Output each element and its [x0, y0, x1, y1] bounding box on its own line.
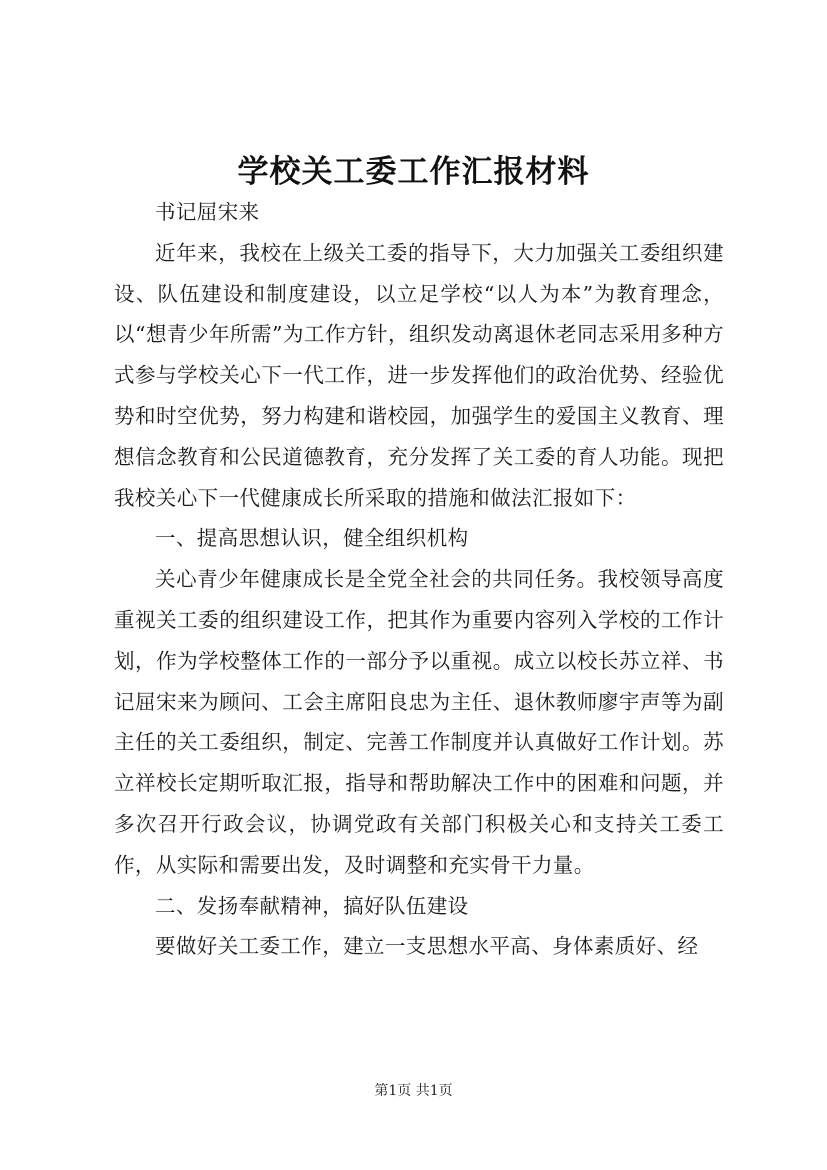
section-heading-2: 二、发扬奉献精神，搞好队伍建设: [155, 893, 469, 918]
paragraph-intro: 近年来，我校在上级关工委的指导下，大力加强关工委组织建设、队伍建设和制度建设，以立足学校“以人为本”为教育理念，以“想青少年所需”为工作方针，组织发动离退休老同志采用多种方式参与学校关心下一代工作，进一步发挥他们的政治优势、经验优势和时空优势，努力构建和谐校园，加强学生的爱国主义教育、理想信念教育和公民道德教育，充分发挥了关工委的育人功能。现把我校关心下一代健康成长所采取的措施和做法汇报如下：: [114, 240, 724, 510]
paragraph-section-2: 要做好关工委工作，建立一支思想水平高、身体素质好、经: [155, 934, 699, 959]
paragraph-section-1: 关心青少年健康成长是全党全社会的共同任务。我校领导高度重视关工委的组织建设工作，把其作为重要内容列入学校的工作计划，作为学校整体工作的一部分予以重视。成立以校长苏立祥、书记屈宋来为顾问、工会主席阳良忠为主任、退休教师廖宇声等为副主任的关工委组织，制定、完善工作制度并认真做好工作计划。苏立祥校长定期听取汇报，指导和帮助解决工作中的困难和问题，并多次召开行政会议，协调党政有关部门积极关心和支持关工委工作，从实际和需要出发，及时调整和充实骨干力量。: [114, 567, 724, 877]
section-heading-1: 一、提高思想认识，健全组织机构: [155, 526, 469, 551]
author-line: 书记屈宋来: [155, 200, 260, 224]
document-title: 学校关工委工作汇报材料: [237, 154, 590, 190]
document-body: [114, 192, 724, 967]
page-footer: 第1页 共1页: [374, 1083, 453, 1099]
